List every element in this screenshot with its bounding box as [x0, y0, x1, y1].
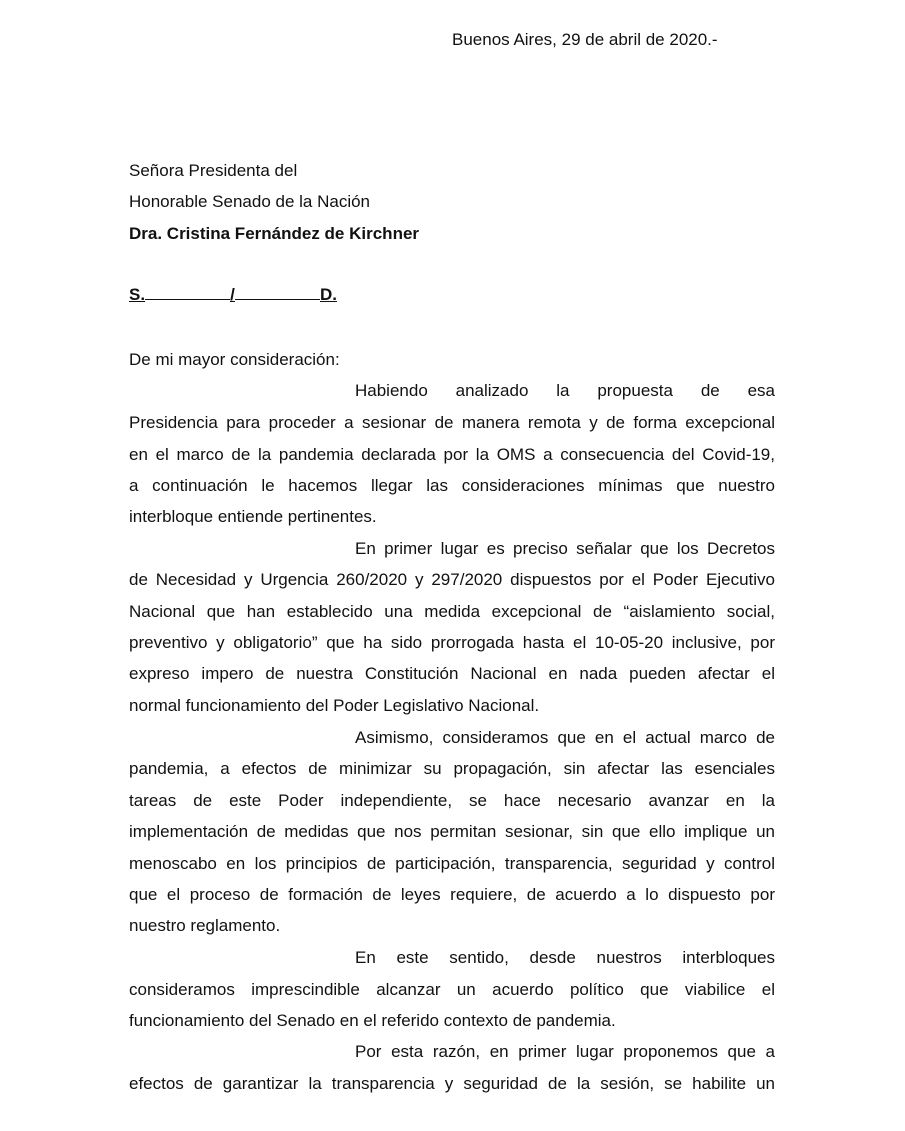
- paragraph-line: nuestro reglamento.: [129, 916, 281, 935]
- paragraph-line: Asimismo, consideramos que en el actual marco de: [355, 728, 775, 747]
- sd-slash: /: [230, 285, 235, 304]
- paragraph-line: consideramos imprescindible alcanzar un acuerdo político que viabilice el: [129, 980, 775, 999]
- paragraph-line: expreso impero de nuestra Constitución Nacional en nada pueden afectar el: [129, 664, 775, 683]
- paragraph-line: efectos de garantizar la transparencia y seguridad de la sesión, se habilite un: [129, 1074, 775, 1093]
- paragraph-line: Presidencia para proceder a sesionar de manera remota y de forma excepcional: [129, 413, 775, 432]
- paragraph-line: implementación de medidas que nos permitan sesionar, sin que ello implique un: [129, 822, 775, 841]
- sd-s: S.: [129, 285, 146, 304]
- paragraph-line: preventivo y obligatorio” que ha sido prorrogada hasta el 10-05-20 inclusive, por: [129, 633, 775, 652]
- paragraph-line: menoscabo en los principios de participación, transparencia, seguridad y control: [129, 854, 775, 873]
- su-despacho: [129, 285, 337, 305]
- paragraph-line: en el marco de la pandemia declarada por la OMS a consecuencia del Covid-19,: [129, 445, 775, 464]
- sd-underline-left: [145, 285, 230, 300]
- sd-d: D.: [320, 285, 338, 304]
- paragraph-line: tareas de este Poder independiente, se hace necesario avanzar en la: [129, 791, 775, 810]
- paragraph-line: Nacional que han establecido una medida excepcional de “aislamiento social,: [129, 602, 775, 621]
- paragraph-line: que el proceso de formación de leyes requiere, de acuerdo a lo dispuesto por: [129, 885, 775, 904]
- letter-date: Buenos Aires, 29 de abril de 2020.-: [452, 30, 718, 49]
- paragraph-line: interbloque entiende pertinentes.: [129, 507, 377, 526]
- paragraph-line: En este sentido, desde nuestros interbloques: [355, 948, 775, 967]
- addressee-title: Señora Presidenta del: [129, 161, 298, 180]
- sd-underline-right: [235, 285, 320, 300]
- addressee-institution: Honorable Senado de la Nación: [129, 192, 371, 211]
- paragraph-line: Por esta razón, en primer lugar proponemos que a: [355, 1042, 775, 1061]
- paragraph-line: pandemia, a efectos de minimizar su propagación, sin afectar las esenciales: [129, 759, 775, 778]
- addressee-name: Dra. Cristina Fernández de Kirchner: [129, 224, 420, 243]
- paragraph-line: normal funcionamiento del Poder Legislativo Nacional.: [129, 696, 540, 715]
- paragraph-line: Habiendo analizado la propuesta de esa: [355, 381, 775, 400]
- paragraph-line: a continuación le hacemos llegar las consideraciones mínimas que nuestro: [129, 476, 775, 495]
- paragraph-line: funcionamiento del Senado en el referido contexto de pandemia.: [129, 1011, 616, 1030]
- salutation: De mi mayor consideración:: [129, 350, 340, 369]
- paragraph-line: de Necesidad y Urgencia 260/2020 y 297/2020 dispuestos por el Poder Ejecutivo: [129, 570, 775, 589]
- paragraph-line: En primer lugar es preciso señalar que los Decretos: [355, 539, 775, 558]
